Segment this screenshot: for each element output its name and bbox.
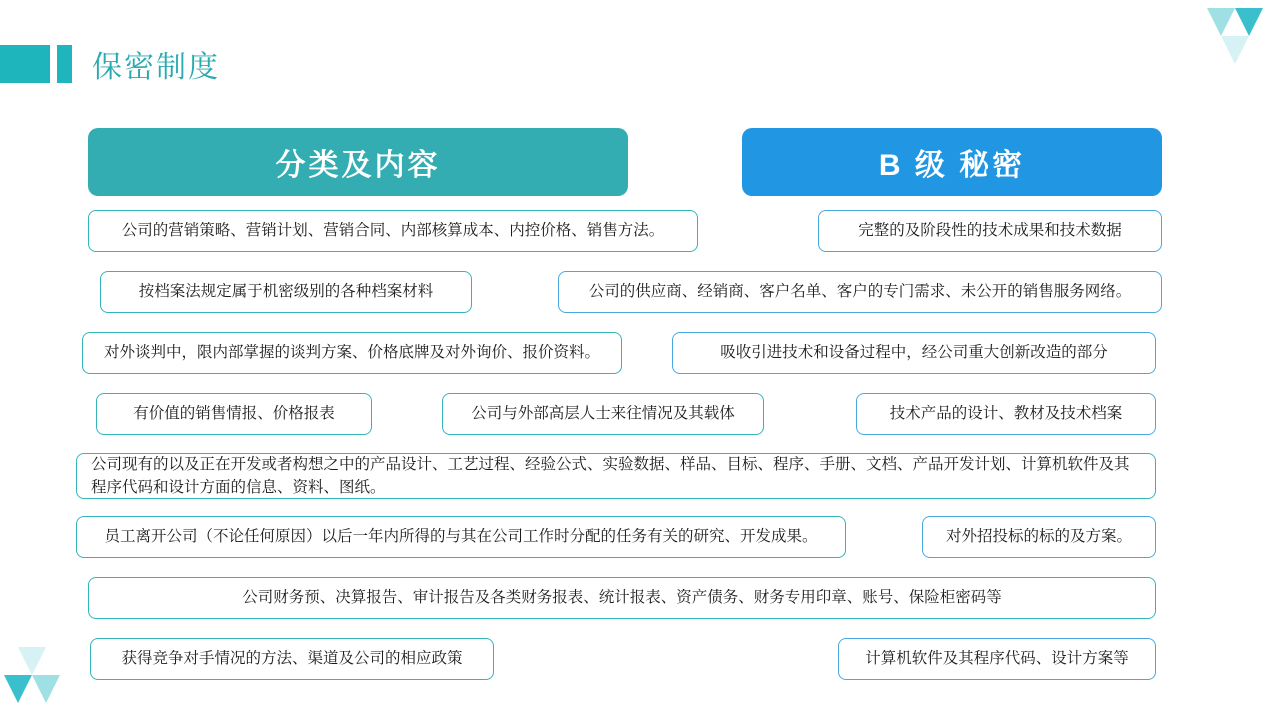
item-l8: 获得竞争对手情况的方法、渠道及公司的相应政策 [90, 638, 494, 680]
item-l3: 对外谈判中，限内部掌握的谈判方案、价格底牌及对外询价、报价资料。 [82, 332, 622, 374]
item-w7: 公司财务预、决算报告、审计报告及各类财务报表、统计报表、资产债务、财务专用印章、账号、保险柜密码等 [88, 577, 1156, 619]
item-l2: 按档案法规定属于机密级别的各种档案材料 [100, 271, 472, 313]
item-r6: 对外招投标的标的及方案。 [922, 516, 1156, 558]
item-r8: 计算机软件及其程序代码、设计方案等 [838, 638, 1156, 680]
item-r2: 公司的供应商、经销商、客户名单、客户的专门需求、未公开的销售服务网络。 [558, 271, 1162, 313]
item-w5: 公司现有的以及正在开发或者构想之中的产品设计、工艺过程、经验公式、实验数据、样品、目标、程序、手册、文档、产品开发计划、计算机软件及其程序代码和设计方面的信息、资料、图纸。 [76, 453, 1156, 499]
column-header-level-b: B 级 秘密 [742, 128, 1162, 196]
item-r1: 完整的及阶段性的技术成果和技术数据 [818, 210, 1162, 252]
item-l4: 有价值的销售情报、价格报表 [96, 393, 372, 435]
column-header-classification: 分类及内容 [88, 128, 628, 196]
page-title: 保密制度 [92, 51, 220, 84]
corner-decoration-bottom-left [0, 631, 90, 711]
item-l6: 员工离开公司（不论任何原因）以后一年内所得的与其在公司工作时分配的任务有关的研究、开发成果。 [76, 516, 846, 558]
item-m4: 公司与外部高层人士来往情况及其载体 [442, 393, 764, 435]
page-header [0, 40, 220, 88]
item-l1: 公司的营销策略、营销计划、营销合同、内部核算成本、内控价格、销售方法。 [88, 210, 698, 252]
item-r4: 技术产品的设计、教材及技术档案 [856, 393, 1156, 435]
corner-decoration-top-right [1177, 0, 1267, 70]
item-r3: 吸收引进技术和设备过程中，经公司重大创新改造的部分 [672, 332, 1156, 374]
header-accent-bar [0, 45, 72, 83]
